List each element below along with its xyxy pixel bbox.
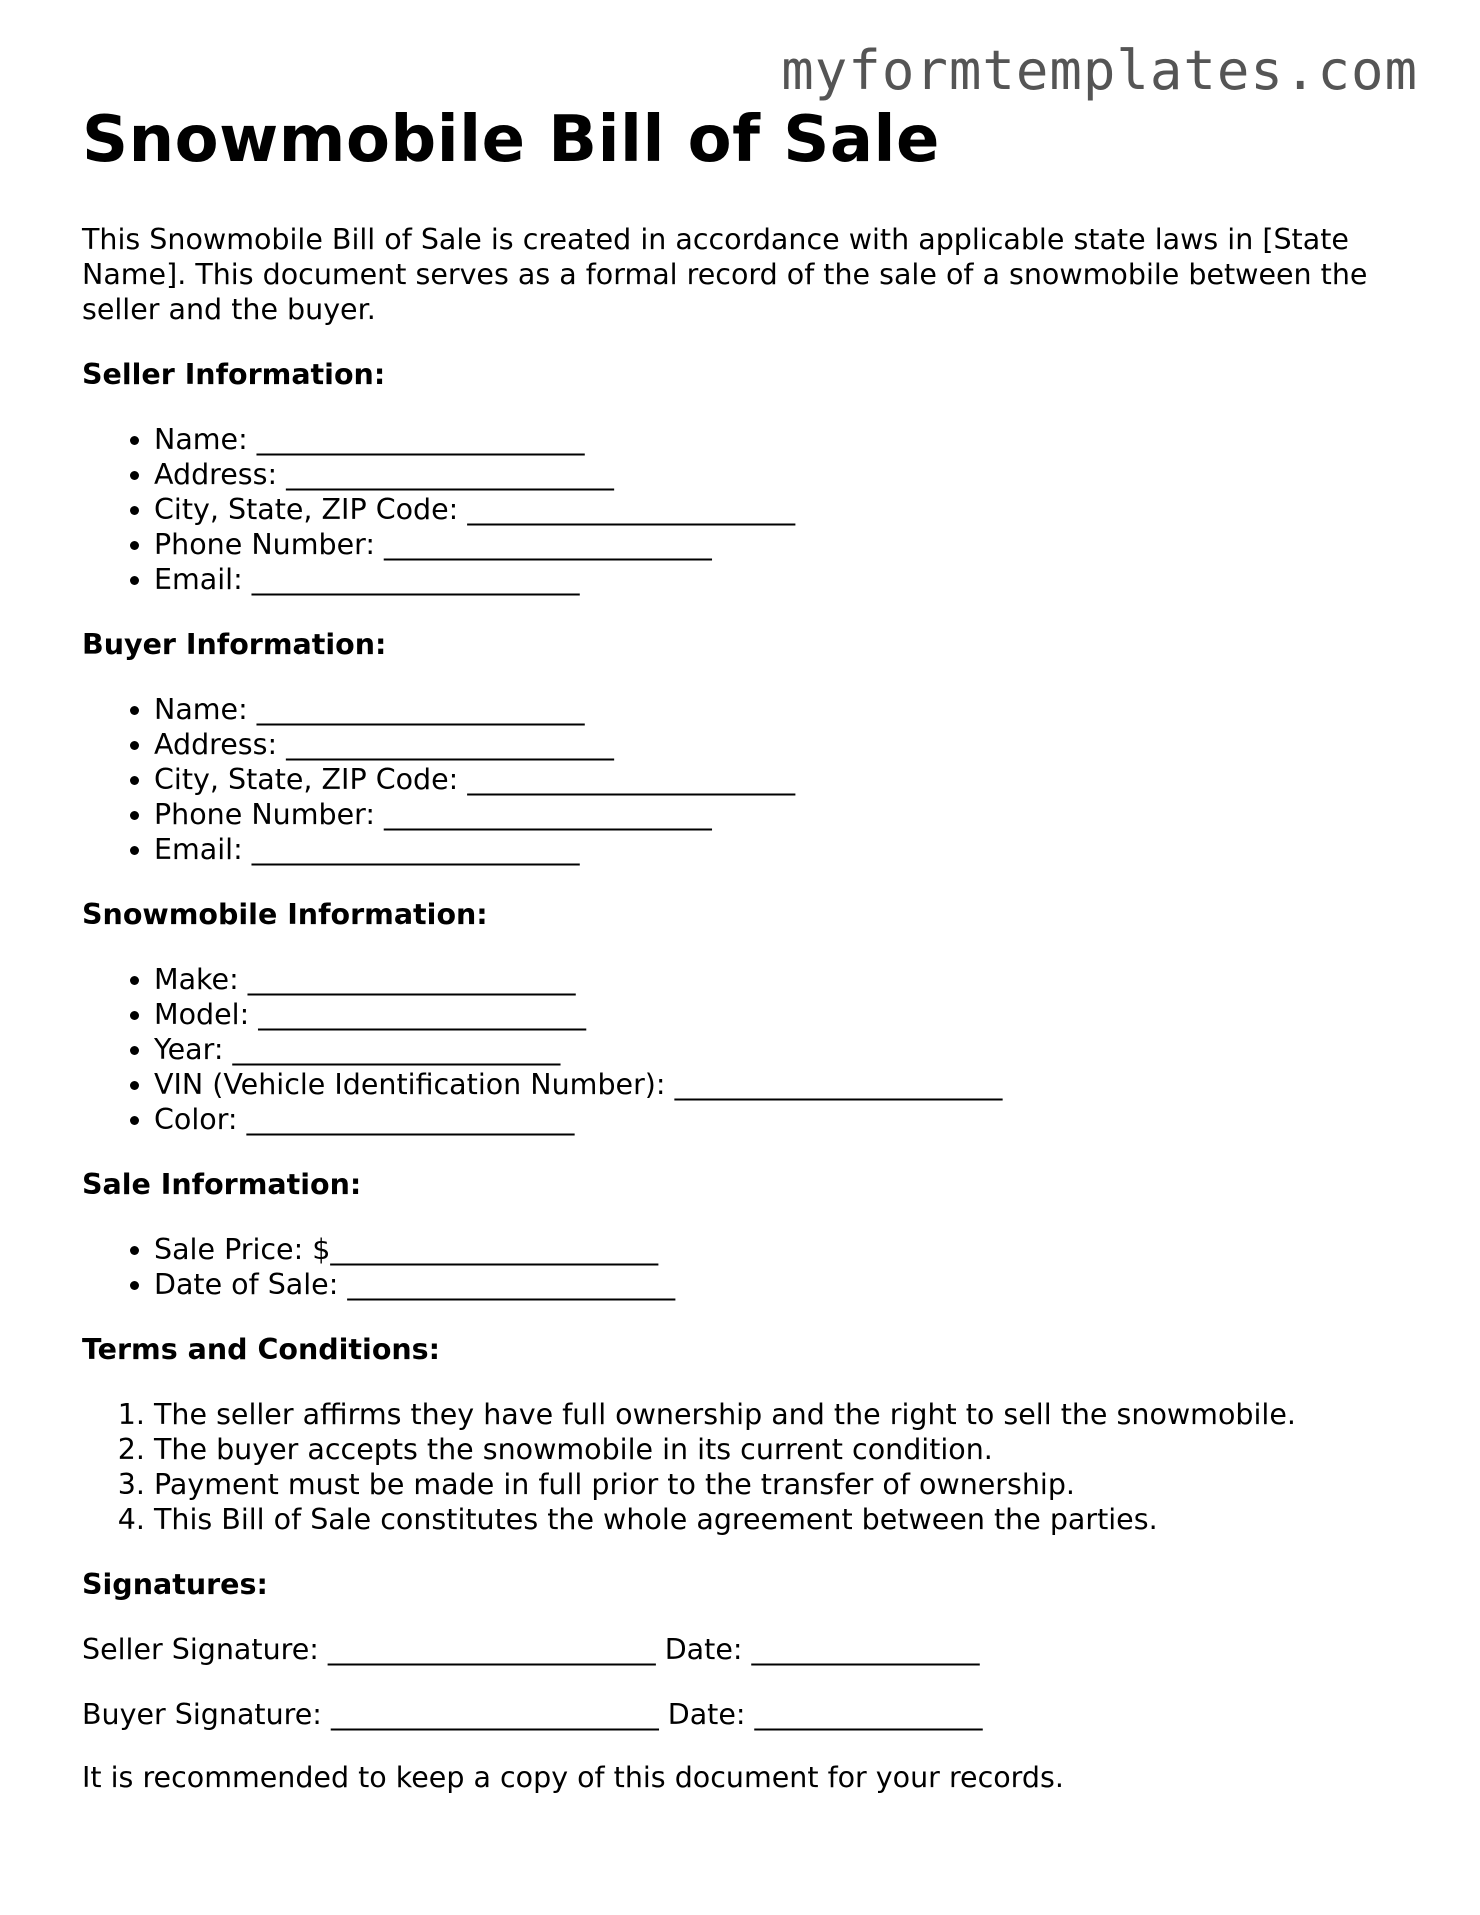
- snowmobile-heading: Snowmobile Information:: [82, 898, 488, 931]
- snowmobile-vin-field: • VIN (Vehicle Identification Number): _______________________: [154, 1067, 1412, 1102]
- seller-address-field: • Address: _______________________: [154, 457, 1412, 492]
- seller-signature-text: Seller Signature: _______________________ Date: ________________: [82, 1633, 980, 1666]
- sale-date-field: • Date of Sale: _______________________: [154, 1267, 1412, 1302]
- buyer-signature-text: Buyer Signature: _______________________ Date: ________________: [82, 1698, 983, 1731]
- buyer-signature-line: [82, 1697, 1412, 1732]
- document-page: [82, 100, 1412, 1795]
- terms-item: 2. The buyer accepts the snowmobile in its current condition.: [154, 1432, 1412, 1467]
- page-title: Snowmobile Bill of Sale: [82, 103, 940, 177]
- seller-city-state-zip-field: • City, State, ZIP Code: _______________________: [154, 492, 1412, 527]
- buyer-address-field: • Address: _______________________: [154, 727, 1412, 762]
- site-watermark: myformtemplates.com: [781, 39, 1418, 102]
- terms-list: [82, 1397, 1412, 1537]
- snowmobile-model-field: • Model: _______________________: [154, 997, 1412, 1032]
- buyer-city-state-zip-field: • City, State, ZIP Code: _______________________: [154, 762, 1412, 797]
- buyer-phone-field: • Phone Number: _______________________: [154, 797, 1412, 832]
- closing-note: It is recommended to keep a copy of this document for your records.: [82, 1761, 1064, 1794]
- seller-signature-line: [82, 1632, 1412, 1667]
- snowmobile-year-field: • Year: _______________________: [154, 1032, 1412, 1067]
- signatures-heading: Signatures:: [82, 1568, 268, 1601]
- terms-item: 1. The seller affirms they have full ownership and the right to sell the snowmobile.: [154, 1397, 1412, 1432]
- snowmobile-make-field: • Make: _______________________: [154, 962, 1412, 997]
- snowmobile-list: [82, 962, 1412, 1137]
- seller-phone-field: • Phone Number: _______________________: [154, 527, 1412, 562]
- seller-email-field: • Email: _______________________: [154, 562, 1412, 597]
- buyer-list: [82, 692, 1412, 867]
- seller-name-field: • Name: _______________________: [154, 422, 1412, 457]
- terms-heading: Terms and Conditions:: [82, 1333, 441, 1366]
- terms-item: 3. Payment must be made in full prior to the transfer of ownership.: [154, 1467, 1412, 1502]
- terms-item: 4. This Bill of Sale constitutes the whole agreement between the parties.: [154, 1502, 1412, 1537]
- buyer-email-field: • Email: _______________________: [154, 832, 1412, 867]
- sale-heading: Sale Information:: [82, 1168, 362, 1201]
- sale-price-field: • Sale Price: $_______________________: [154, 1232, 1412, 1267]
- intro-paragraph: This Snowmobile Bill of Sale is created in accordance with applicable state laws in [State Name]. This document serves as a formal record of the sale of a snowmobile between the seller and the buyer.: [82, 223, 1368, 326]
- snowmobile-color-field: • Color: _______________________: [154, 1102, 1412, 1137]
- sale-list: [82, 1232, 1412, 1302]
- seller-list: [82, 422, 1412, 597]
- seller-heading: Seller Information:: [82, 358, 386, 391]
- buyer-name-field: • Name: _______________________: [154, 692, 1412, 727]
- buyer-heading: Buyer Information:: [82, 628, 387, 661]
